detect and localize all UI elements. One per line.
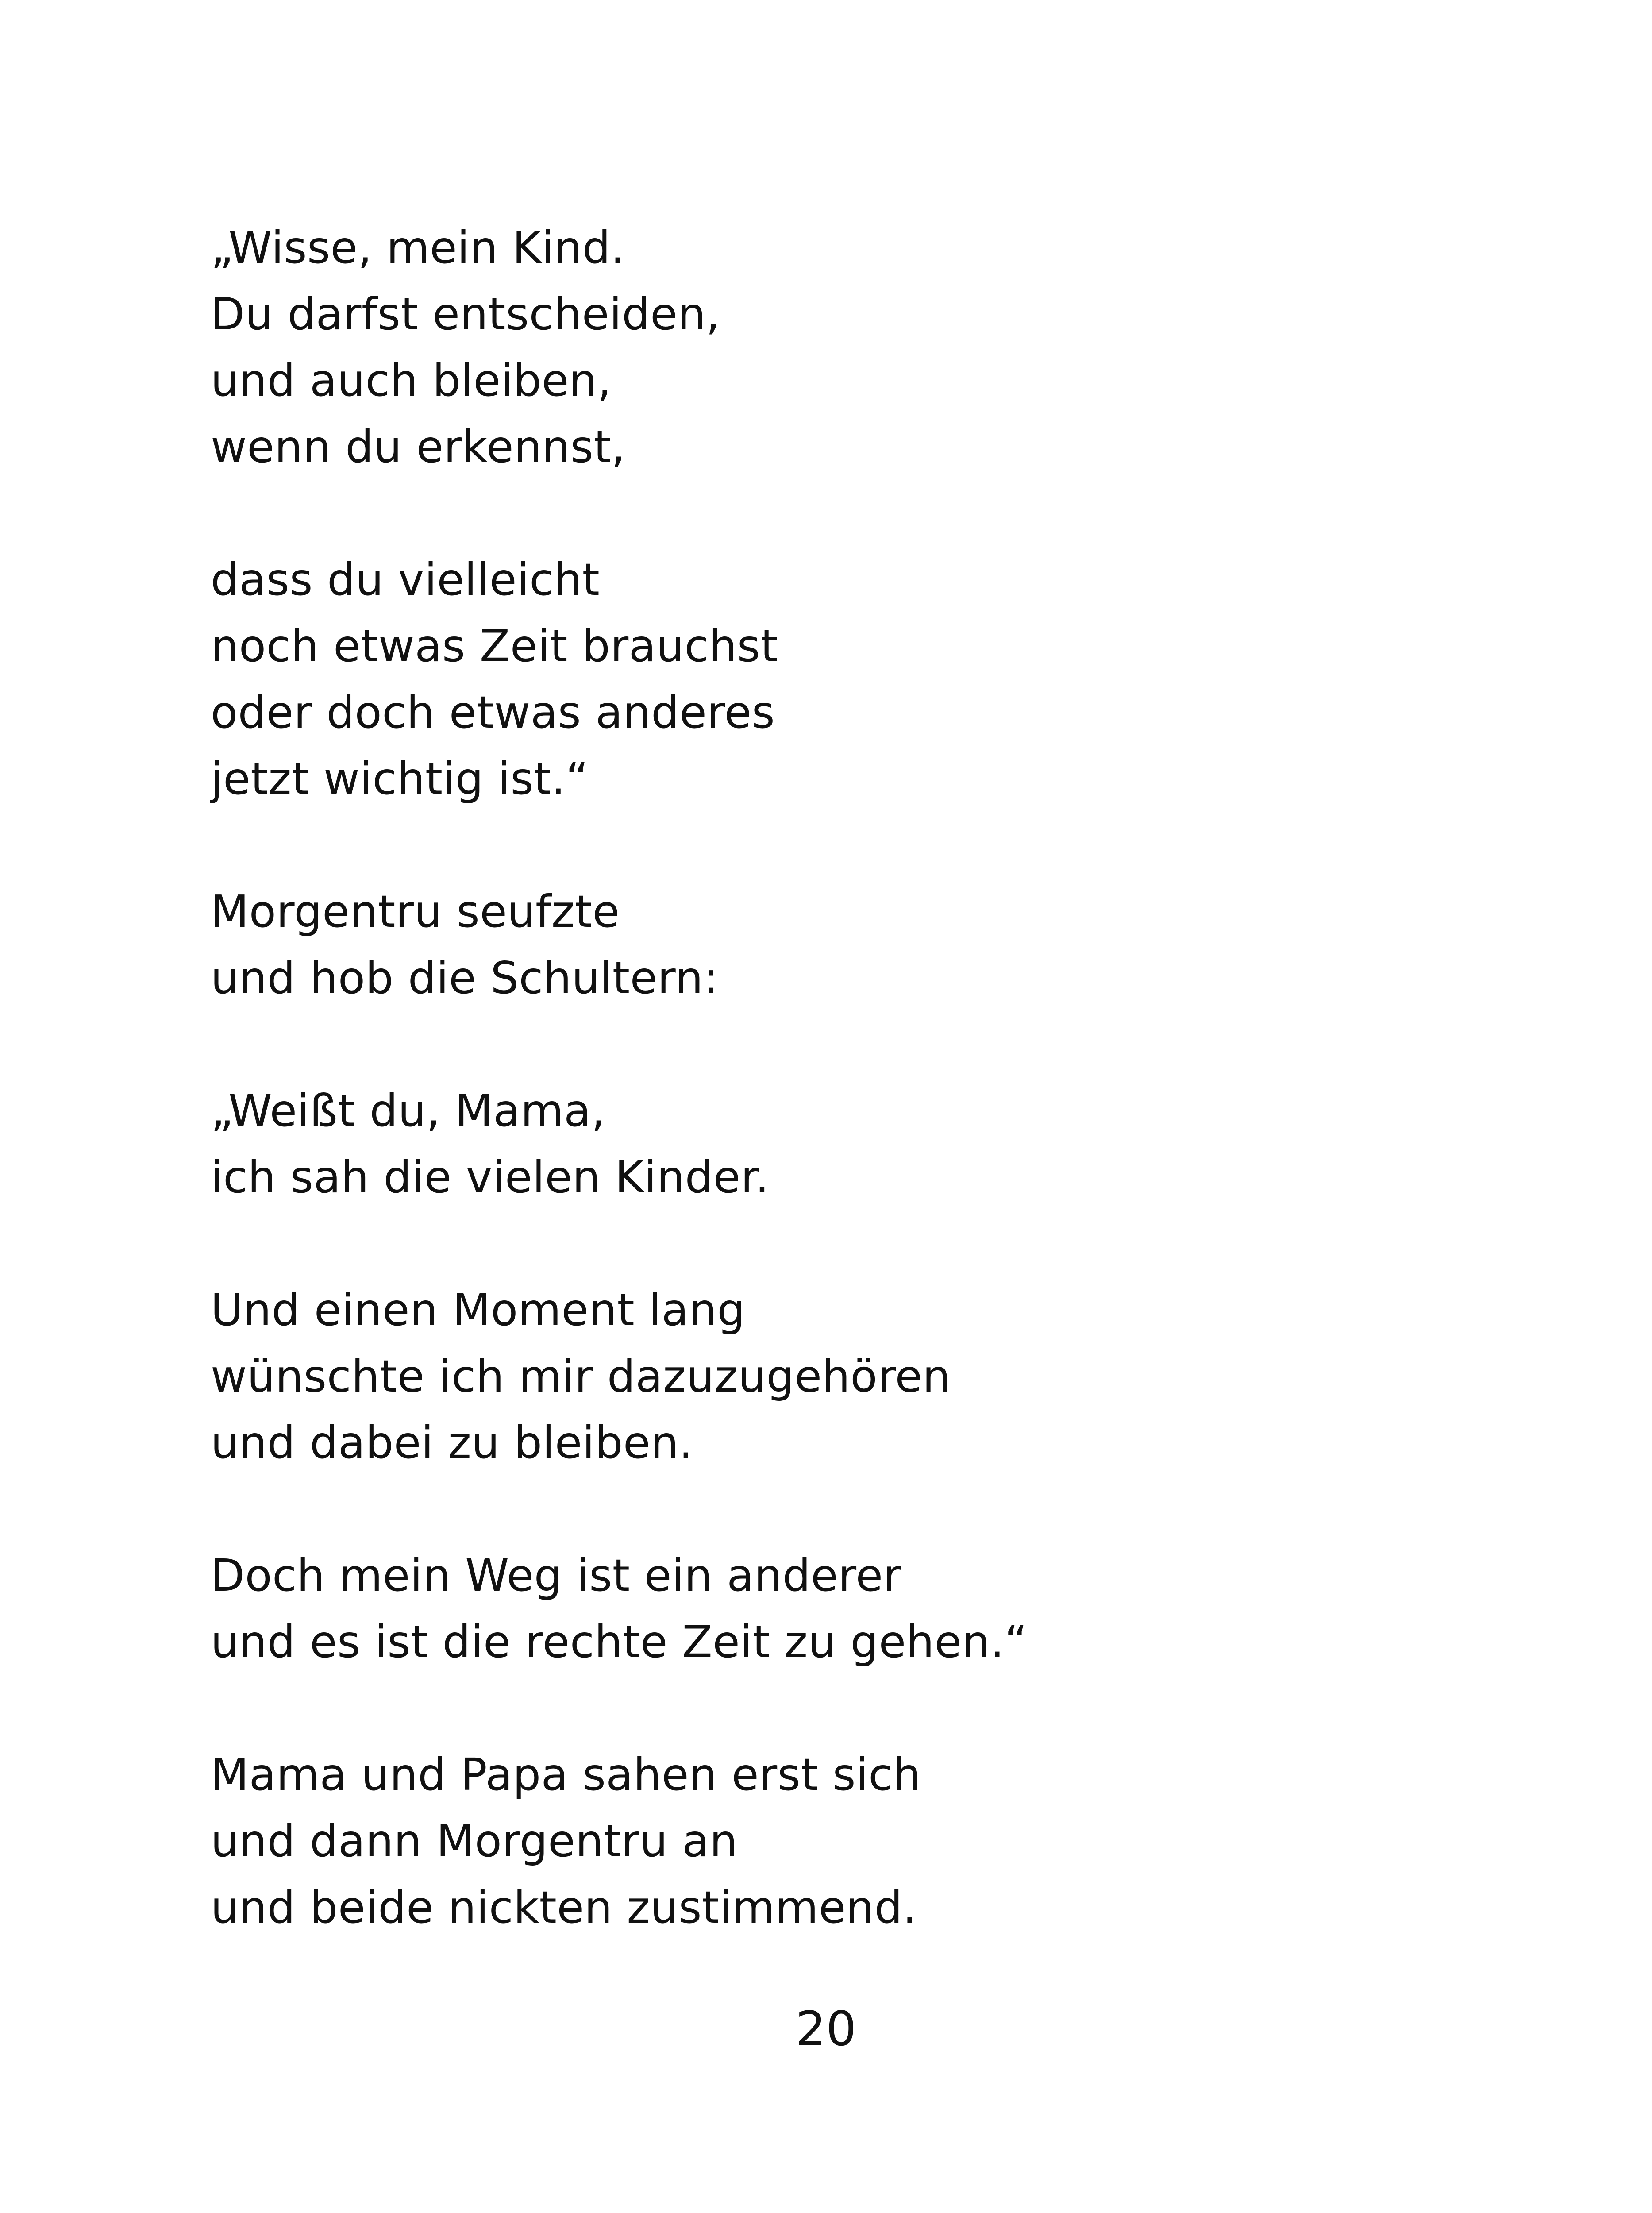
- poem-line: „Wisse, mein Kind.: [211, 222, 625, 274]
- stanza-4: [211, 1078, 1538, 1211]
- poem-line: Mama und Papa sahen erst sich: [211, 1749, 921, 1800]
- poem-line: dass du vielleicht: [211, 554, 600, 605]
- poem-line: und es ist die rechte Zeit zu gehen.“: [211, 1616, 1028, 1668]
- stanza-1: [211, 215, 1538, 480]
- stanza-7: [211, 1742, 1538, 1941]
- stanza-5: [211, 1277, 1538, 1476]
- poem-line: wünschte ich mir dazuzugehören: [211, 1350, 951, 1402]
- poem-line: Du darfst entscheiden,: [211, 288, 720, 340]
- stanza-6: [211, 1542, 1538, 1675]
- poem-line: Doch mein Weg ist ein anderer: [211, 1550, 902, 1601]
- poem-line: und beide nickten zustimmend.: [211, 1881, 917, 1933]
- poem-line: und auch bleiben,: [211, 355, 612, 406]
- poem-text: [211, 215, 1538, 2007]
- poem-line: und dabei zu bleiben.: [211, 1417, 693, 1469]
- poem-line: Morgentru seufzte: [211, 886, 620, 937]
- poem-line: Und einen Moment lang: [211, 1284, 746, 1336]
- stanza-3: [211, 879, 1538, 1011]
- poem-line: jetzt wichtig ist.“: [211, 753, 589, 805]
- poem-line: und dann Morgentru an: [211, 1815, 738, 1867]
- poem-line: noch etwas Zeit brauchst: [211, 620, 778, 672]
- poem-line: ich sah die vielen Kinder.: [211, 1151, 770, 1203]
- poem-line: oder doch etwas anderes: [211, 686, 775, 738]
- page-number: 20: [795, 2001, 857, 2057]
- poem-line: „Weißt du, Mama,: [211, 1085, 606, 1137]
- poem-line: wenn du erkennst,: [211, 421, 626, 473]
- stanza-2: [211, 547, 1538, 812]
- poem-line: und hob die Schultern:: [211, 952, 719, 1004]
